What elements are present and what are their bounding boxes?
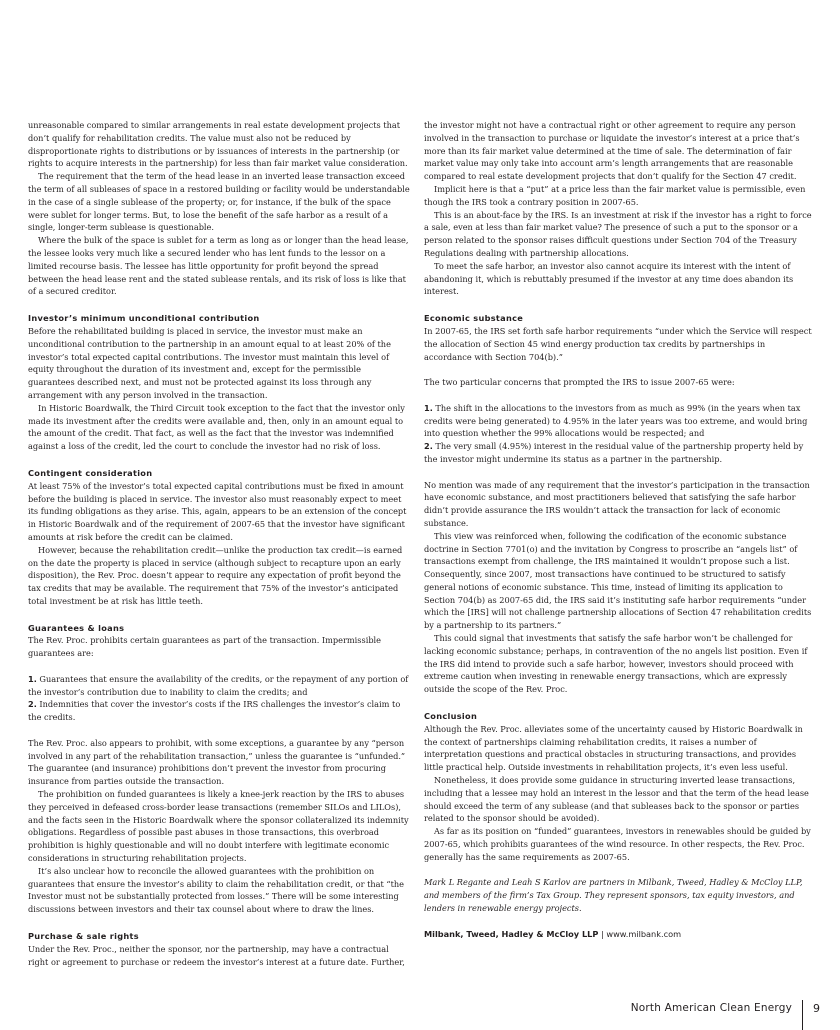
paragraph: Nonetheless, it does provide some guidance in structuring inverted lease transactions, including that a lessee may hold an interest in the lessor and that the term of the head lease should exceed the term of any sublease (and that subleases back to the sponsor or parties related to the sponsor should be avoided). — [424, 775, 809, 824]
paragraph: No mention was made of any requirement that the investor’s participation in the transaction have economic substance, and most practitioners believed that satisfying the safe harbor didn’t provide assurance the IRS wouldn’t attack the transaction for lack of economic substance. — [424, 479, 810, 528]
paragraph: However, because the rehabilitation credit—unlike the production tax credit—is earned on the date the property is placed in service (although subject to recapture upon an early disposition), the Rev. Proc. doesn’t appear to require any expectation of profit beyond the tax credits that may be available. The requirement that 75% of the investor’s anticipated total investment be at risk has little teeth. — [28, 544, 403, 606]
paragraph: Although the Rev. Proc. alleviates some of the uncertainty caused by Historic Boardwalk in the context of partnerships claiming rehabilitation credits, it raises a number of interpretation questions and practical obstacles in structuring transactions, and provides little practical help. Outside investments in rehabilitation projects, it’s even less useful. — [424, 723, 803, 773]
paragraph: Where the bulk of the space is sublet for a term as long as or longer than the head lease, the lessee looks very much like a secured lender who has lent funds to the lessor on a limited recourse basis. The lessee has little opportunity for profit beyond the spread between the head lease rent and the stated sublease rentals, and its risk of loss is like that of a secured creditor. — [28, 235, 409, 297]
list-number: 2. — [28, 699, 37, 710]
paragraph: The Rev. Proc. also appears to prohibit, with some exceptions, a guarantee by any “person involved in any part of the rehabilitation transaction,” unless the guarantee is “unfunded.” The guarantee (and insurance) prohibitions don’t prevent the investor from procuring insurance from parties outside the transaction. — [28, 737, 406, 787]
paragraph: It’s also unclear how to reconcile the allowed guarantees with the prohibition on guarantees that ensure the investor’s ability to claim the rehabilitation credit, or that “the Investor must not be substantially protected from losses.” There will be some interesting discussions between investors and their tax counsel about where to draw the lines. — [28, 865, 405, 915]
list-number: 1. — [424, 402, 433, 413]
list-number: 1. — [28, 673, 37, 684]
page-number: 9 — [813, 1001, 820, 1015]
page-footer — [560, 993, 820, 1023]
section-heading-guarantees-loans: Guarantees & loans — [28, 622, 125, 633]
author-bio: Mark L Regante and Leah S Karlov are partners in Milbank, Tweed, Hadley & McCloy LLP, and members of the firm’s Tax Group. They represent sponsors, tax equity investors, and lenders in renewable energy projects. — [424, 877, 803, 914]
list-item — [424, 440, 812, 466]
paragraph: Implicit here is that a “put” at a price less than the fair market value is permissible, even though the IRS took a contrary position in 2007-65. — [424, 183, 806, 207]
list-number: 2. — [424, 441, 433, 452]
paragraph: The Rev. Proc. prohibits certain guarantees as part of the transaction. Impermissible guarantees are: — [28, 635, 382, 659]
paragraph: As far as its position on “funded” guarantees, investors in renewables should be guided by 2007-65, which prohibits guarantees of the wind resource. In other respects, the Rev. Proc. generally has the same requirements as 2007-65. — [424, 826, 811, 862]
paragraph: unreasonable compared to similar arrangements in real estate development projects that don’t qualify for rehabilitation credits. The value must also not be reduced by disproportionate rights to distributions or by issuances of interests in the partnership (or rights to acquire interests in the partnership) for less than fair market value consideration. — [28, 120, 408, 169]
paragraph: The requirement that the term of the head lease in an inverted lease transaction exceed the term of all subleases of space in a restored building or facility would be understandable in the case of a single sublease of the property; or, for instance, if the bulk of the space were sublet for longer terms. But, to lose the benefit of the safe harbor as a result of a single, longer-term sublease is questionable. — [28, 171, 410, 233]
paragraph: In 2007-65, the IRS set forth safe harbor requirements “under which the Service will respect the allocation of Section 45 wind energy production tax credits by partnerships in accordance with Section 704(b).” — [424, 325, 812, 362]
firm-url[interactable]: | www.milbank.com — [601, 928, 682, 939]
paragraph: This could signal that investments that satisfy the safe harbor won’t be challenged for lacking economic substance; perhaps, in contravention of the no angels list position. Even if the IRS did intend to provide such a safe harbor, however, investors should proceed with extreme caution when investing in renewable energy transactions, which are expressly outside the scope of the Rev. Proc. — [424, 633, 808, 695]
section-heading-investor-contribution: Investor’s minimum unconditional contribution — [28, 313, 260, 324]
paragraph: At least 75% of the investor’s total expected capital contributions must be fixed in amount before the building is placed in service. The investor also must reasonably expect to meet its funding obligations as they arise. This, again, appears to be an extension of the concept in Historic Boardwalk and of the requirement of 2007-65 that the investor have significant amounts at risk before the credit can be claimed. — [28, 480, 407, 542]
paragraph: the investor might not have a contractual right or other agreement to require any person involved in the transaction to purchase or liquidate the investor’s interest at a price that’s more than its fair market value determined at the time of sale. The determination of fair market value may only take into account arm’s length arrangements that are reasonable compared to real estate development projects that don’t qualify for the Section 47 credit. — [424, 120, 800, 182]
paragraph: The two particular concerns that prompted the IRS to issue 2007-65 were: — [424, 377, 735, 388]
section-heading-conclusion: Conclusion — [424, 711, 478, 722]
list-item-text: Indemnities that cover the investor’s costs if the IRS challenges the investor’s claim to the credits. — [28, 699, 401, 723]
list-item-text: The very small (4.95%) interest in the residual value of the partnership property held by the investor might undermine its status as a partner in the partnership. — [424, 441, 804, 464]
firm-credit — [424, 928, 812, 941]
list-item-text: Guarantees that ensure the availability of the credits, or the repayment of any portion of the investor’s contribution due to inability to claim the credits; and — [28, 673, 409, 697]
paragraph: To meet the safe harbor, an investor also cannot acquire its interest with the intent of abandoning it, which is rebuttably presumed if the investor at any time does abandon its interest. — [424, 260, 794, 297]
paragraph: Under the Rev. Proc., neither the sponsor, nor the partnership, may have a contractual right or agreement to purchase or redeem the investor’s interest at a future date. Further, — [28, 943, 405, 967]
paragraph: Before the rehabilitated building is placed in service, the investor must make an unconditional contribution to the partnership in an amount equal to at least 20% of the investor’s total expected capital contributions. The investor must maintain this level of equity throughout the duration of its investment and, except for the permissible guarantees described next, and must not be protected against its loss through any arrangement with any person involved in the transaction. — [28, 325, 391, 400]
list-item — [28, 698, 410, 724]
paragraph: In Historic Boardwalk, the Third Circuit took exception to the fact that the investor only made its investment after the credits were available and, then, only in an amount equal to the amount of the credit. That fact, as well as the fact that the investor was indemnified against a loss of the credit, led the court to conclude the investor had no risk of loss. — [28, 402, 405, 452]
left-column — [28, 119, 410, 968]
right-column — [424, 119, 812, 940]
paragraph: This view was reinforced when, following the codification of the economic substance doctrine in Section 7701(o) and the invitation by Congress to proscribe an “angels list” of transactions exempt from challenge, the IRS maintained it wouldn’t propose such a list. Consequently, since 2007, most transactions have continued to be structured to satisfy general notions of economic substance. This time, instead of limiting its application to Section 704(b) as 2007-65 did, the IRS said it’s instituting safe harbor requirements “under which the [IRS] will not challenge partnership allocations of Section 47 rehabilitation credits by a partnership to its partners.” — [424, 530, 812, 631]
firm-name: Milbank, Tweed, Hadley & McCloy LLP — [424, 928, 599, 939]
list-item — [424, 402, 812, 440]
list-item — [28, 673, 410, 699]
section-heading-economic-substance: Economic substance — [424, 313, 524, 324]
publication-name: North American Clean Energy — [630, 1002, 792, 1014]
section-heading-contingent-consideration: Contingent consideration — [28, 467, 153, 478]
paragraph: The prohibition on funded guarantees is likely a knee-jerk reaction by the IRS to abuses they perceived in defeased cross-border lease transactions (remember SILOs and LILOs), and the facts seen in the Historic Boardwalk where the sponsor collateralized its indemnity obligations. Regardless of possible past abuses in those transactions, this overbroad prohibition is highly questionable and will no doubt interfere with legitimate economic considerations in structuring rehabilitation projects. — [28, 789, 409, 864]
list-item-text: The shift in the allocations to the investors from as much as 99% (in the years when tax credits were being generated) to 4.95% in the later years was too extreme, and would bring into question whether the 99% allocations would be respected; and — [424, 402, 808, 439]
section-heading-purchase-sale: Purchase & sale rights — [28, 931, 139, 942]
footer-divider — [802, 1000, 803, 1030]
paragraph: This is an about-face by the IRS. Is an investment at risk if the investor has a right to force a sale, even at less than fair market value? The presence of such a put to the sponsor or a person related to the sponsor raises difficult questions under Section 704 of the Treasury Regulations dealing with partnership allocations. — [424, 209, 812, 258]
